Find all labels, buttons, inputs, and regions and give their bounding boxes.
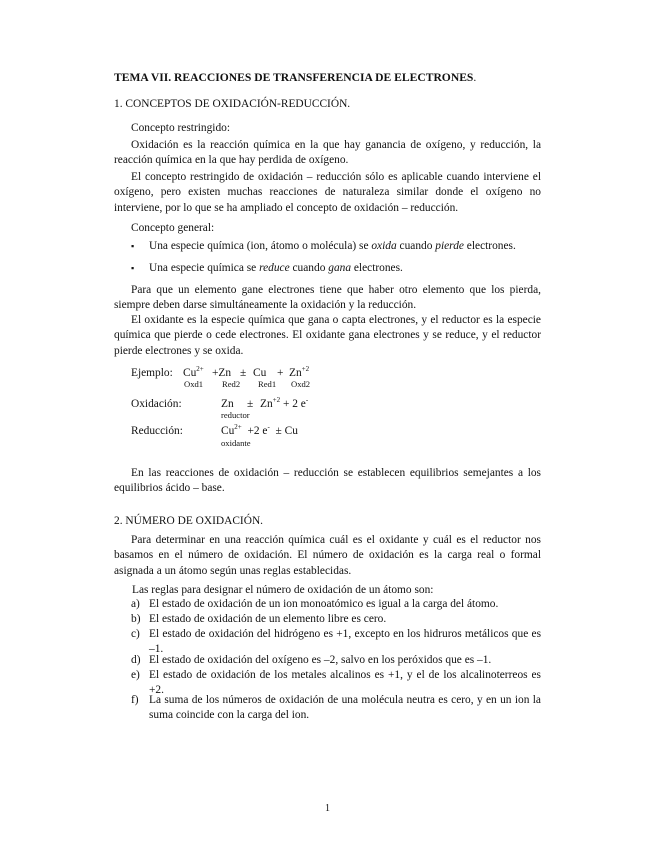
equation-main: $Cu^{2+}$ <box>183 365 204 379</box>
page-number: 1 <box>325 803 330 814</box>
title-text: TEMA VII. REACCIONES DE TRANSFERENCIA DE ELECTRONES <box>114 71 474 84</box>
rule-label: e) <box>131 669 140 681</box>
label-red2: Red2 <box>222 379 241 389</box>
paragraph-restricted-limits: El concepto restringido de oxidación – reducción sólo es aplicable cuando interviene el oxígeno, pero existen muchas reacciones de naturaleza similar donde el oxígeno no interviene, por lo que se ha ampliado el concepto de oxidación – reducción. <box>114 171 541 214</box>
oxidation-label: Oxidación: <box>131 398 182 410</box>
label-oxd2: Oxd2 <box>291 379 311 389</box>
label-oxidante: oxidante <box>221 438 251 448</box>
paragraph-oxidation-number: Para determinar en una reacción química cuál es el oxidante y cuál es el reductor nos basamos en el número de oxidación. El número de oxidación es la carga real o formal asignada a un átomo según unas reglas establecidas. <box>114 534 541 577</box>
rule-text: El estado de oxidación de un ion monoatómico es igual a la carga del átomo. <box>149 598 499 610</box>
paragraph-equilibria: En las reacciones de oxidación – reducción se establecen equilibrios semejantes a los equilibrios ácido – base. <box>114 467 541 495</box>
rules-intro: Las reglas para designar el número de oxidación de un átomo son: <box>132 584 434 596</box>
equation-zn-product: $Zn^{+2}$ <box>289 365 310 379</box>
equation-cu-product: Cu <box>253 367 267 379</box>
equation-zn: +Zn <box>212 367 232 379</box>
rule-text: La suma de los números de oxidación de una molécula neutra es cero, y en un ion la suma coincide con la carga del ion. <box>149 694 541 721</box>
rule-label: a) <box>131 598 140 610</box>
bullet-oxidation: Una especie química (ion, átomo o molécula) se oxida cuando pierde electrones. <box>149 240 516 252</box>
rule-label: d) <box>131 654 141 666</box>
oxidation-zn: Zn <box>221 398 234 410</box>
general-concept-label: Concepto general: <box>131 222 215 234</box>
rule-label: c) <box>131 628 140 640</box>
rule-text: El estado de oxidación del hidrógeno es +1, excepto en los hidruros metálicos que es –1. <box>149 628 541 655</box>
rule-text: El estado de oxidación de los metales alcalinos es +1, y el de los alcalinoterreos es +2. <box>149 669 541 696</box>
rule-label: f) <box>131 694 139 706</box>
equation-plus: + <box>277 367 284 379</box>
reduction-equation: $Cu^{2+} +2$ e- ± Cu <box>221 423 298 437</box>
paragraph-simultaneous: Para que un elemento gane electrones tiene que haber otro elemento que los pierda, siempre deben darse simultáneamente la oxidación y la reducción. <box>114 284 541 312</box>
label-red1: Red1 <box>258 379 277 389</box>
rule-text: El estado de oxidación del oxígeno es –2, salvo en los peróxidos que es –1. <box>149 654 492 666</box>
title-period: . <box>473 71 477 84</box>
bullet-icon: ▪ <box>131 241 135 251</box>
document-title <box>114 71 476 84</box>
label-reductor: reductor <box>221 410 250 420</box>
paragraph-restricted: Oxidación es la reacción química en la que hay ganancia de oxígeno, y reducción, la reacción química en la que hay perdida de oxígeno. <box>114 139 541 167</box>
bullet-reduction: Una especie química se reduce cuando gana electrones. <box>149 262 403 274</box>
reduction-label: Reducción: <box>131 425 183 437</box>
restricted-concept-label: Concepto restringido: <box>131 122 231 134</box>
oxidation-products: $Zn^{+2} + 2$ e- <box>260 396 309 410</box>
label-oxd1: Oxd1 <box>184 379 204 389</box>
oxidation-equilibrium-sign: ± <box>247 398 254 410</box>
section-2-heading: 2. NÚMERO DE OXIDACIÓN. <box>114 515 264 527</box>
equilibrium-sign: ± <box>240 367 247 379</box>
rule-label: b) <box>131 613 141 625</box>
bullet-icon: ▪ <box>131 263 135 273</box>
example-label: Ejemplo: <box>131 367 173 379</box>
rule-text: El estado de oxidación de un elemento libre es cero. <box>149 613 387 625</box>
paragraph-oxidant-reductor: El oxidante es la especie química que gana o capta electrones, y el reductor es la especie química que pierde o cede electrones. El oxidante gana electrones y se reduce, y el reductor pierde electrones y se oxida. <box>114 314 541 357</box>
section-1-heading: 1. CONCEPTOS DE OXIDACIÓN-REDUCCIÓN. <box>114 98 351 110</box>
